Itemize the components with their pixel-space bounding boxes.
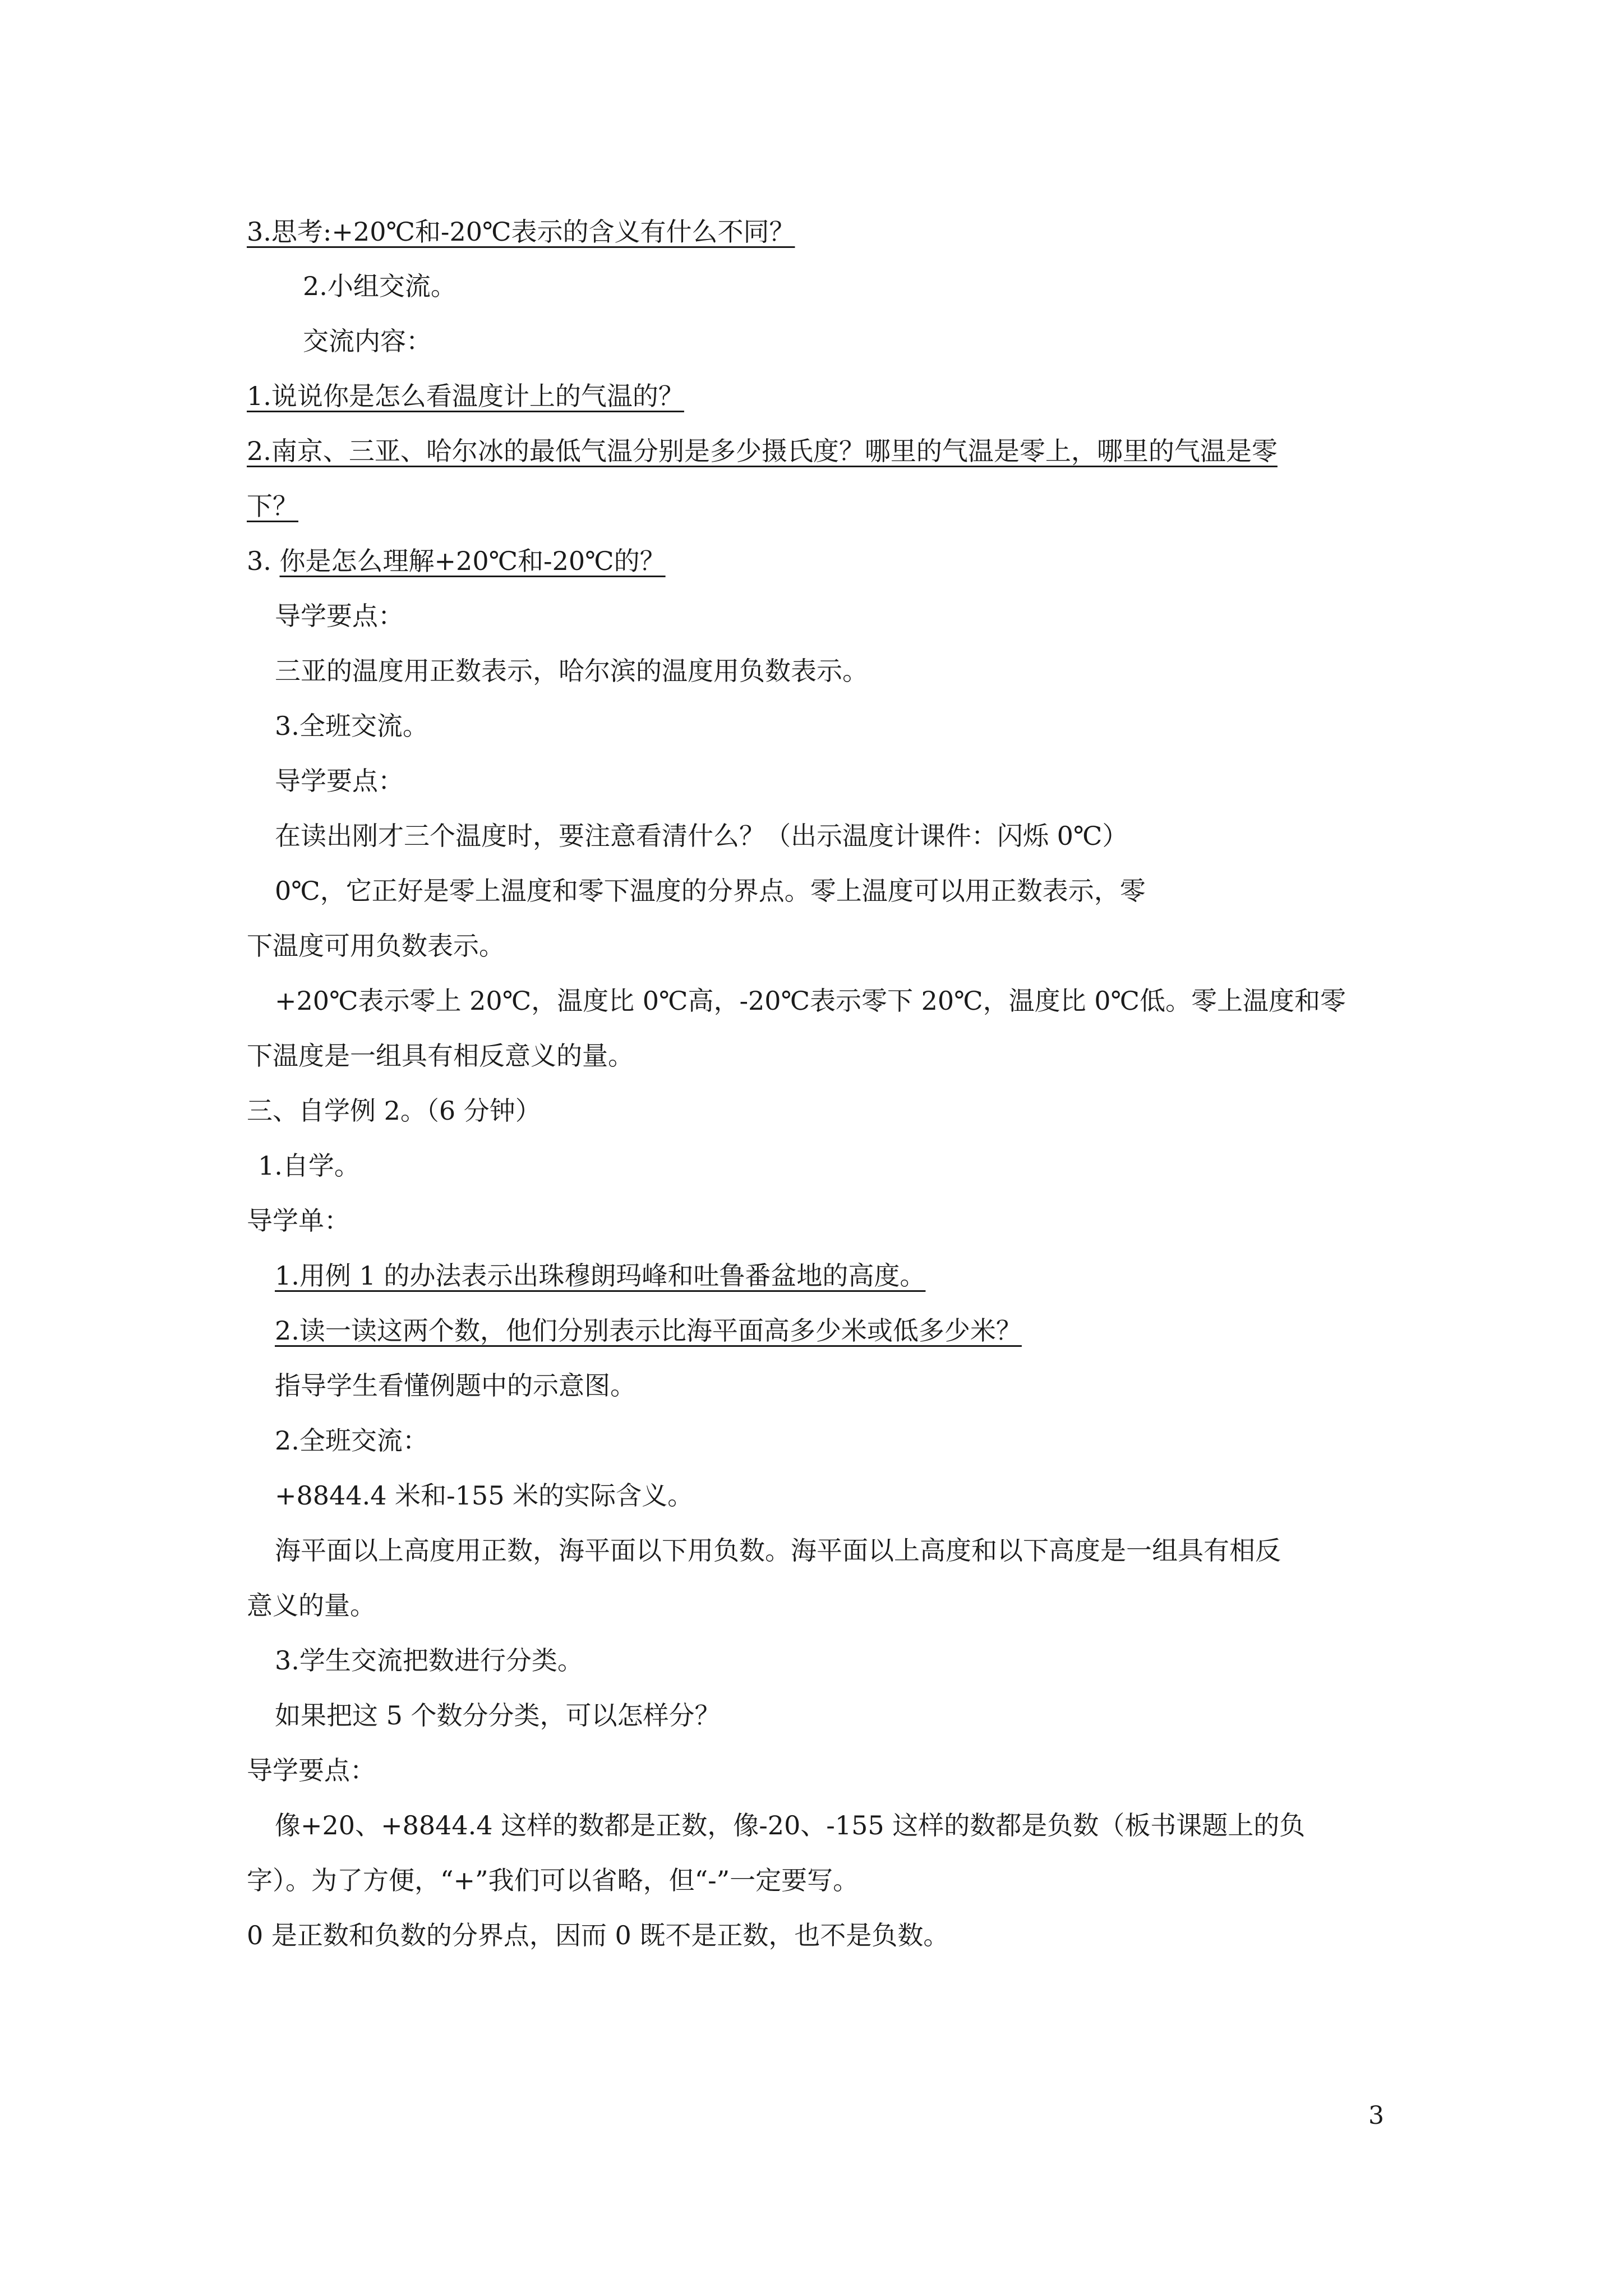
paragraph: 在读出刚才三个温度时，要注意看清什么？（出示温度计课件：闪烁 0℃） bbox=[275, 821, 1128, 851]
exchange-content-label: 交流内容： bbox=[303, 326, 432, 356]
guide-points-label: 导学要点： bbox=[275, 601, 404, 631]
paragraph: 0℃，它正好是零上温度和零下温度的分界点。零上温度可以用正数表示，零 bbox=[275, 876, 1146, 906]
guide-sheet-item-2 bbox=[275, 1314, 1022, 1347]
underlined-text: 2.读一读这两个数，他们分别表示比海平面高多少米或低多少米？ bbox=[275, 1315, 1022, 1346]
paragraph: +8844.4 米和-155 米的实际含义。 bbox=[275, 1480, 694, 1511]
paragraph-continued: 意义的量。 bbox=[247, 1590, 376, 1621]
guide-points-label: 导学要点： bbox=[275, 766, 404, 796]
exchange-question-2-continued bbox=[247, 489, 298, 523]
paragraph: 三亚的温度用正数表示，哈尔滨的温度用负数表示。 bbox=[275, 656, 868, 686]
exchange-question-1 bbox=[247, 379, 684, 413]
paragraph: 0 是正数和负数的分界点，因而 0 既不是正数，也不是负数。 bbox=[247, 1920, 949, 1950]
underlined-text: 2.南京、三亚、哈尔冰的最低气温分别是多少摄氏度？哪里的气温是零上，哪里的气温是零 bbox=[247, 436, 1278, 466]
paragraph-continued: 下温度是一组具有相反意义的量。 bbox=[247, 1041, 634, 1071]
paragraph-continued: 下温度可用负数表示。 bbox=[247, 931, 505, 961]
underlined-text: 1.用例 1 的办法表示出珠穆朗玛峰和吐鲁番盆地的高度。 bbox=[275, 1260, 926, 1291]
underlined-text: 1.说说你是怎么看温度计上的气温的？ bbox=[247, 381, 684, 411]
paragraph: 像+20、+8844.4 这样的数都是正数，像-20、-155 这样的数都是负数（板书课题上的负 bbox=[275, 1810, 1306, 1841]
paragraph: 海平面以上高度用正数，海平面以下用负数。海平面以上高度和以下高度是一组具有相反 bbox=[275, 1535, 1281, 1566]
question-number: 3. bbox=[247, 546, 271, 576]
exchange-question-3 bbox=[247, 544, 666, 578]
guide-sheet-item-1 bbox=[275, 1259, 925, 1292]
underlined-text: 3.思考:+20℃和-20℃表示的含义有什么不同？ bbox=[247, 217, 795, 247]
paragraph: 如果把这 5 个数分分类，可以怎样分？ bbox=[275, 1700, 721, 1731]
group-exchange-heading: 2.小组交流。 bbox=[303, 271, 457, 301]
underlined-text: 下？ bbox=[247, 491, 298, 521]
page-number: 3 bbox=[1368, 2101, 1384, 2130]
classification-heading: 3.学生交流把数进行分类。 bbox=[275, 1645, 583, 1676]
class-exchange-heading: 3.全班交流。 bbox=[275, 711, 428, 741]
guide-points-label: 导学要点： bbox=[247, 1755, 376, 1786]
thinking-question bbox=[247, 215, 795, 249]
underlined-text: 你是怎么理解+20℃和-20℃的？ bbox=[279, 546, 666, 576]
class-exchange-heading: 2.全班交流： bbox=[275, 1425, 428, 1456]
section-heading: 三、自学例 2。（6 分钟） bbox=[247, 1096, 541, 1126]
paragraph-continued: 字）。为了方便，“+”我们可以省略，但“-”一定要写。 bbox=[247, 1865, 859, 1895]
paragraph: +20℃表示零上 20℃，温度比 0℃高，-20℃表示零下 20℃，温度比 0℃低。零上温度和零 bbox=[275, 986, 1346, 1016]
exchange-question-2 bbox=[247, 434, 1391, 468]
paragraph: 指导学生看懂例题中的示意图。 bbox=[275, 1370, 636, 1401]
self-study-heading: 1.自学。 bbox=[258, 1151, 360, 1181]
guide-sheet-label: 导学单： bbox=[247, 1205, 350, 1236]
